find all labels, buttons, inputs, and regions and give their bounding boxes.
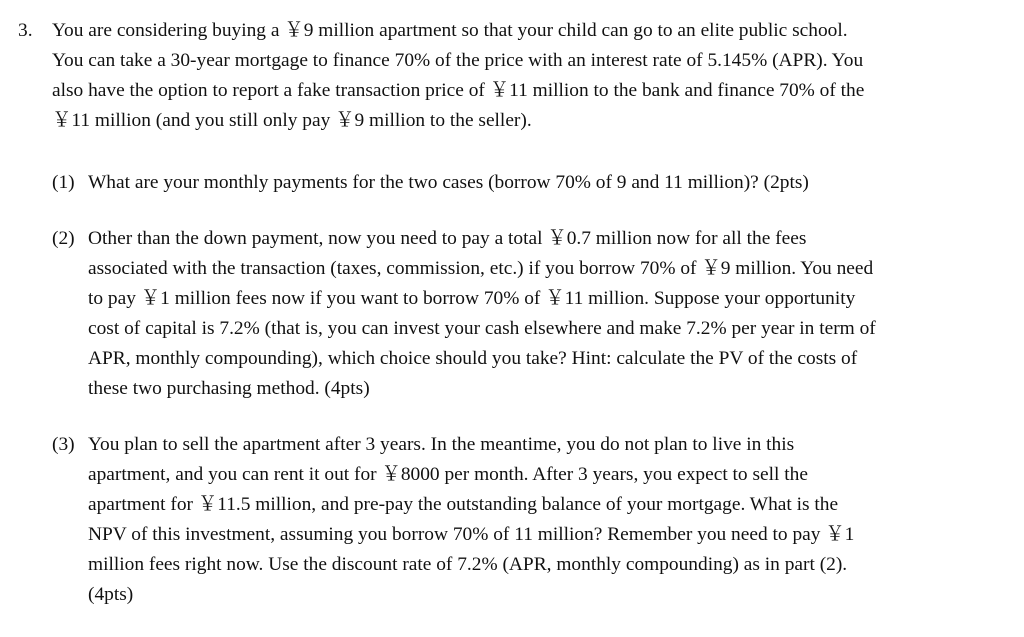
intro-line: You are considering buying a ￥9 million apartment so that your child can go to an elite public school. [52,20,848,41]
part-3-line: apartment for ￥11.5 million, and pre-pay the outstanding balance of your mortgage. What is the [88,494,839,515]
part-2-line: cost of capital is 7.2% (that is, you can invest your cash elsewhere and make 7.2% per year in term of [88,318,876,339]
intro-line: also have the option to report a fake transaction price of ￥11 million to the bank and finance 70% of the [52,80,865,101]
part-3-line: apartment, and you can rent it out for ￥8000 per month. After 3 years, you expect to sell the [88,464,808,485]
part-3-line: You plan to sell the apartment after 3 years. In the meantime, you do not plan to live in this [88,434,795,455]
part-2-line: to pay ￥1 million fees now if you want to borrow 70% of ￥11 million. Suppose your opportunity [88,288,856,309]
intro-line: ￥11 million (and you still only pay ￥9 million to the seller). [52,110,532,131]
part-2-line: Other than the down payment, now you need to pay a total ￥0.7 million now for all the fees [88,228,807,249]
part-3-line: (4pts) [88,584,134,605]
part-3-line: NPV of this investment, assuming you borrow 70% of 11 million? Remember you need to pay ￥1 [88,524,855,545]
part-3-line: million fees right now. Use the discount rate of 7.2% (APR, monthly compounding) as in part (2). [88,554,848,575]
part-2-line: associated with the transaction (taxes, commission, etc.) if you borrow 70% of ￥9 million. You need [88,258,874,279]
part-1-number: (1) [52,172,75,193]
part-2-line: these two purchasing method. (4pts) [88,378,370,399]
question-number: 3. [18,20,33,41]
part-1-line: What are your monthly payments for the two cases (borrow 70% of 9 and 11 million)? (2pts) [88,172,809,193]
intro-line: You can take a 30-year mortgage to finance 70% of the price with an interest rate of 5.145% (APR). You [52,50,864,71]
part-2-line: APR, monthly compounding), which choice should you take? Hint: calculate the PV of the costs of [88,348,858,369]
part-3-number: (3) [52,434,75,455]
part-2-number: (2) [52,228,75,249]
